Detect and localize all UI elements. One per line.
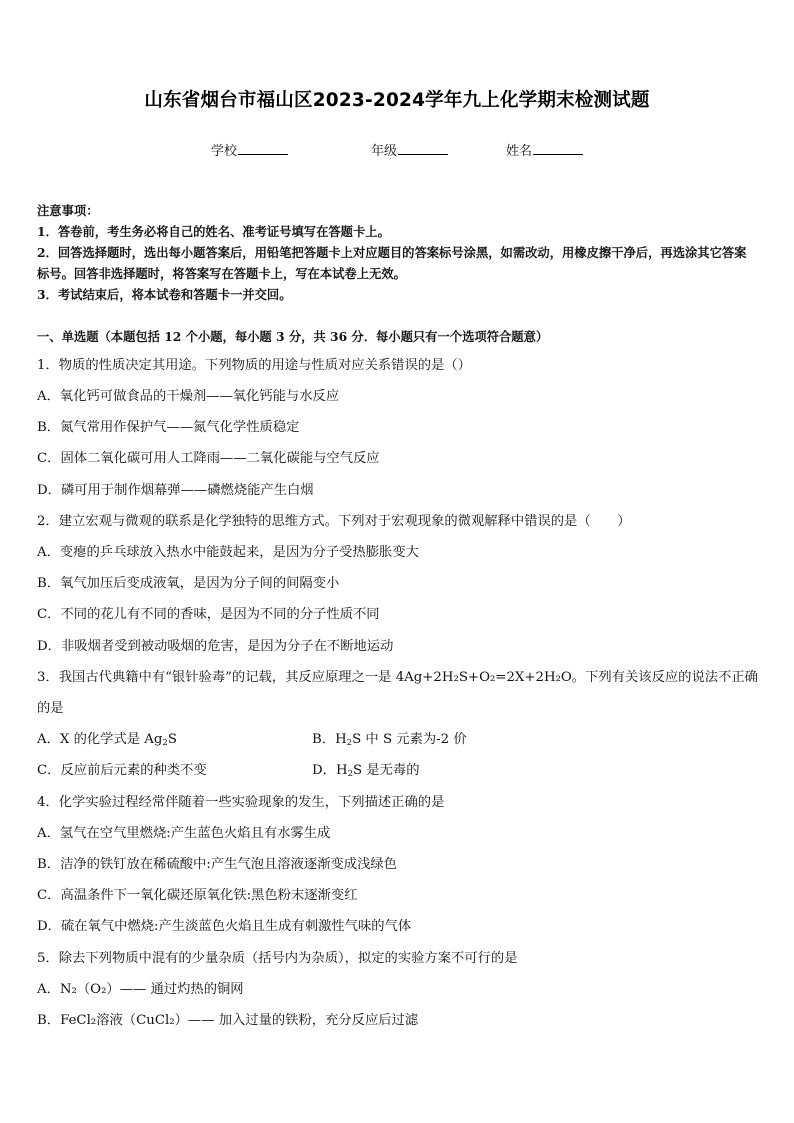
q3-stem [37,666,764,685]
q3-option-a-text: A．X 的化学式是 Ag [37,732,163,747]
notes-heading: 注意事项： [37,203,99,218]
q3-equation: 4Ag+2H₂S+O₂=2X+2H₂O。 [395,670,586,685]
q3-option-b-tail: S 中 S 元素为-2 价 [352,732,467,747]
school-label: 学校 [211,144,238,159]
q3-option-b [312,728,467,747]
q1-option-b: B．氮气常用作保护气——氮气化学性质稳定 [37,420,300,435]
section-heading: 一、单选题（本题包括 12 个小题，每小题 3 分，共 36 分．每小题只有一个选项符合题意） [37,329,549,344]
q1-option-c: C．固体二氧化碳可用人工降雨——二氧化碳能与空气反应 [37,451,380,466]
q3-stem-line2: 的是 [37,701,64,716]
note-item: 2．回答选择题时，选出每小题答案后，用铅笔把答题卡上对应题目的答案标号涂黑，如需改动，用橡皮擦干净后，再选涂其它答案标号。回答非选择题时，将答案写在答题卡上，写在本试卷上无效。 [37,245,747,281]
q3-option-a [37,732,177,747]
q3-option-d-tail: S 是无毒的 [352,763,420,778]
q4-option-d: D．硫在氧气中燃烧:产生淡蓝色火焰且生成有刺激性气味的气体 [37,919,412,934]
grade-label: 年级 [371,144,398,159]
q3-option-c: C．反应前后元素的种类不变 [37,763,207,778]
q4-option-b: B．洁净的铁钉放在稀硫酸中:产生气泡且溶液逐渐变成浅绿色 [37,857,397,872]
q3-stem-post: 下列有关该反应的说法不正确 [585,670,758,685]
q3-option-b-sub: 2 [346,738,353,748]
q2-option-b: B．氧气加压后变成液氧，是因为分子间的间隔变小 [37,576,340,591]
school-blank[interactable] [238,142,288,155]
q1-stem: 1．物质的性质决定其用途。下列物质的用途与性质对应关系错误的是（） [37,358,471,373]
q5-option-b: B．FeCl₂溶液（CuCl₂）—— 加入过量的铁粉，充分反应后过滤 [37,1013,419,1028]
q3-options-row2 [37,759,764,778]
q3-option-b-text: B．H [312,732,347,747]
q3-option-a-tail: S [167,732,177,747]
q3-option-d-sub: 2 [347,769,353,779]
note-item: 1．答卷前，考生务必将自己的姓名、准考证号填写在答题卡上。 [37,224,390,239]
q5-stem: 5．除去下列物质中混有的少量杂质（括号内为杂质），拟定的实验方案不可行的是 [37,951,518,966]
q3-option-d [312,759,420,778]
grade-blank[interactable] [398,142,448,155]
name-blank[interactable] [533,142,583,155]
note-item: 3．考试结束后，将本试卷和答题卡一并交回。 [37,287,292,302]
q3-options-row1 [37,728,764,747]
q4-option-a: A．氢气在空气里燃烧:产生蓝色火焰且有水雾生成 [37,826,331,841]
q3-option-d-text: D．H [312,763,348,778]
name-field [506,140,583,159]
q4-stem: 4．化学实验过程经常伴随着一些实验现象的发生，下列描述正确的是 [37,795,445,810]
q3-stem-pre: 3．我国古代典籍中有“银针验毒”的记载，其反应原理之一是 [37,670,392,685]
name-label: 姓名 [506,144,533,159]
q1-option-a: A．氧化钙可做食品的干燥剂——氧化钙能与水反应 [37,389,340,404]
q4-option-c: C．高温条件下一氧化碳还原氧化铁:黑色粉末逐渐变红 [37,888,358,903]
exam-title: 山东省烟台市福山区2023-2024学年九上化学期末检测试题 [144,90,650,111]
notes-block [37,200,758,305]
q2-option-d: D．非吸烟者受到被动吸烟的危害，是因为分子在不断地运动 [37,639,394,654]
q2-option-a: A．变瘪的乒乓球放入热水中能鼓起来，是因为分子受热膨胀变大 [37,545,419,560]
q2-stem: 2．建立宏观与微观的联系是化学独特的思维方式。下列对于宏观现象的微观解释中错误的是（ ） [37,514,631,529]
q5-option-a: A．N₂（O₂）—— 通过灼热的铜网 [37,982,244,997]
school-field [211,140,288,159]
q3-option-a-sub: 2 [162,738,168,748]
q2-option-c: C．不同的花儿有不同的香味，是因为不同的分子性质不同 [37,607,380,622]
q1-option-d: D．磷可用于制作烟幕弹——磷燃烧能产生白烟 [37,483,314,498]
grade-field [371,140,448,159]
